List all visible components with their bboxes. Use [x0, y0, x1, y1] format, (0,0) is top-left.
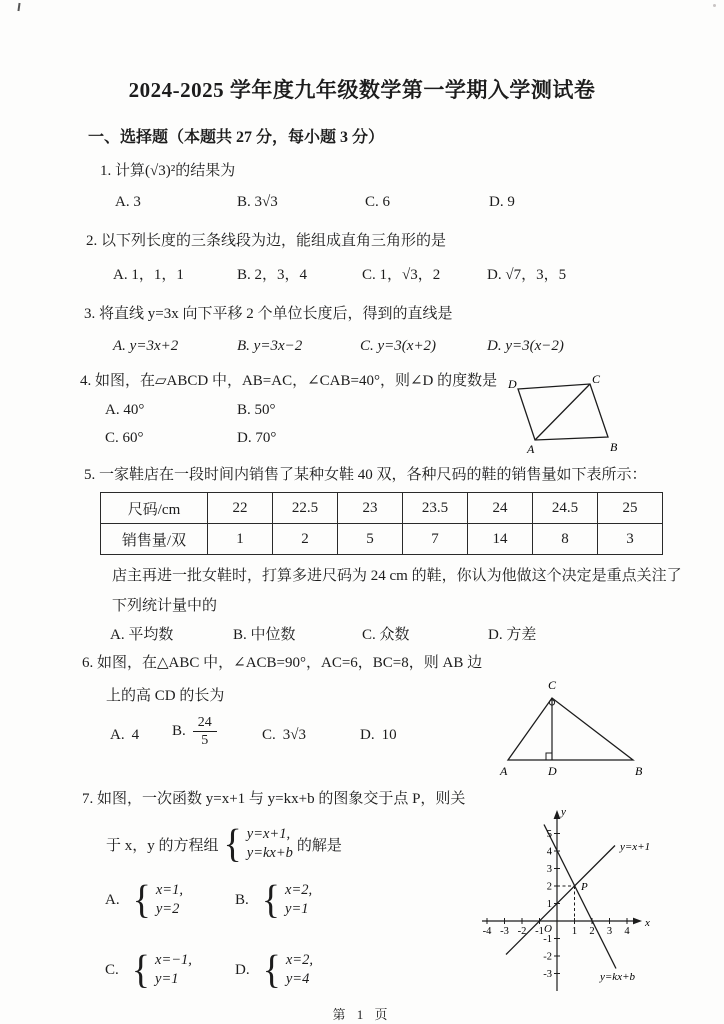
question-7-stem-line2 — [106, 818, 342, 870]
right-angle-mark — [546, 753, 552, 760]
question-1-option-c: C. 6 — [365, 194, 391, 210]
fraction-denominator: 5 — [201, 732, 209, 748]
origin-label: O — [544, 923, 552, 935]
sales-table — [100, 492, 663, 555]
table-row — [101, 524, 663, 555]
question-4-option-a: A. 40° — [105, 402, 145, 418]
q6-triangle-figure — [490, 675, 660, 780]
question-2-option-c: C. 1，√3，2 — [362, 267, 441, 283]
equation-line2: y=1 — [155, 971, 179, 987]
option-label: C. — [105, 961, 119, 978]
option-label: D. — [235, 961, 250, 978]
x-axis-arrow — [633, 918, 642, 925]
left-brace: { — [223, 821, 242, 867]
equation-line2: y=kx+b — [246, 845, 293, 861]
page-number: 第 1 页 — [332, 1007, 392, 1022]
question-5-stem: 5. 一家鞋店在一段时间内销售了某种女鞋 40 双，各种尺码的鞋的销售量如下表所示： — [84, 467, 647, 483]
equation-line1: x=1, — [155, 882, 183, 898]
option-label: B. — [172, 722, 186, 739]
option-label: B. — [235, 891, 249, 908]
fraction-numerator: 24 — [193, 715, 217, 732]
option-label: D. — [360, 726, 375, 743]
question-4-stem: 4. 如图，在▱ABCD 中，AB=AC，∠CAB=40°，则∠D 的度数是 — [80, 373, 498, 389]
parallelogram-diagonal-ac — [535, 384, 590, 440]
question-7-stem-line1: 7. 如图，一次函数 y=x+1 与 y=kx+b 的图象交于点 P，则关 — [82, 791, 466, 807]
question-1-option-d: D. 9 — [489, 194, 515, 210]
y-tick-label: 4 — [546, 846, 552, 858]
y-tick-label: -1 — [543, 934, 552, 945]
vertex-label-d: D — [548, 764, 557, 778]
question-7-option-d — [235, 946, 313, 994]
question-7-option-a — [105, 876, 183, 924]
y-axis-label: y — [561, 806, 566, 818]
table-cell: 23.5 — [403, 493, 468, 524]
question-2-stem: 2. 以下列长度的三条线段为边，能组成直角三角形的是 — [86, 233, 447, 249]
question-5-note-line1: 店主再进一批女鞋时，打算多进尺码为 24 cm 的鞋，你认为他做这个决定是重点关注了 — [112, 568, 682, 584]
question-3-option-c: C. y=3(x+2) — [360, 338, 437, 354]
option-value: 3√3 — [282, 726, 306, 743]
table-cell: 22.5 — [273, 493, 338, 524]
vertex-label-b: B — [635, 764, 643, 778]
point-p-label: P — [581, 881, 588, 893]
line1-equation-label: y=x+1 — [620, 841, 651, 853]
y-tick-label: 3 — [546, 864, 552, 875]
question-3-option-a: A. y=3x+2 — [113, 338, 179, 354]
table-cell: 23 — [338, 493, 403, 524]
x-tick-label: 1 — [571, 926, 578, 937]
system-prefix: 于 x，y 的方程组 — [106, 837, 219, 854]
equation-line1: x=2, — [285, 952, 313, 968]
table-cell: 14 — [468, 524, 533, 555]
question-4-option-b: B. 50° — [237, 402, 276, 418]
option-system — [156, 881, 183, 919]
scan-artifact — [713, 4, 716, 7]
x-tick-label: -2 — [517, 926, 527, 937]
table-cell: 2 — [273, 524, 338, 555]
table-cell: 1 — [208, 524, 273, 555]
option-system — [155, 951, 192, 989]
x-tick-label: -3 — [500, 926, 509, 937]
page-title: 2024-2025 学年度九年级数学第一学期入学测试卷 — [128, 78, 596, 102]
question-3-stem: 3. 将直线 y=3x 向下平移 2 个单位长度后，得到的直线是 — [84, 306, 453, 322]
table-cell: 8 — [533, 524, 598, 555]
table-cell: 22 — [208, 493, 273, 524]
question-1-stem: 1. 计算(√3)²的结果为 — [100, 163, 236, 179]
table-cell: 25 — [598, 493, 663, 524]
question-2-option-d: D. √7，3，5 — [487, 267, 567, 283]
table-cell: 3 — [598, 524, 663, 555]
question-3-option-b: B. y=3x−2 — [237, 338, 303, 354]
line-y-equals-kx-plus-b — [544, 825, 616, 969]
option-label: C. — [262, 726, 276, 743]
option-system — [285, 881, 312, 919]
left-brace: { — [132, 877, 151, 923]
section-heading: 一、选择题（本题共 27 分，每小题 3 分） — [88, 129, 385, 146]
question-4-option-c: C. 60° — [105, 430, 144, 446]
question-6-option-c — [262, 712, 306, 758]
equation-system — [247, 825, 293, 863]
question-5-option-c: C. 众数 — [362, 627, 410, 643]
x-tick-label: 3 — [606, 926, 613, 937]
option-system — [286, 951, 313, 989]
question-6-option-d — [360, 712, 397, 758]
table-header-cell: 销售量/双 — [101, 524, 208, 555]
question-5-option-d: D. 方差 — [488, 627, 537, 643]
table-cell: 5 — [338, 524, 403, 555]
q7-graph — [462, 795, 702, 1007]
table-header-cell: 尺码/cm — [101, 493, 208, 524]
scan-artifact — [17, 3, 20, 11]
equation-line1: x=2, — [285, 882, 313, 898]
equation-line1: x=−1, — [155, 952, 192, 968]
vertex-label-c: C — [548, 678, 557, 692]
y-tick-label: 2 — [546, 881, 552, 893]
question-7-option-b — [235, 876, 312, 924]
fraction-24-over-5 — [193, 715, 217, 748]
table-row — [101, 493, 663, 524]
triangle-outline — [508, 698, 633, 760]
line-y-equals-x-plus-1 — [506, 846, 615, 955]
equation-line2: y=2 — [155, 901, 180, 917]
vertex-label-b: B — [610, 440, 618, 454]
x-tick-label: -1 — [535, 926, 544, 937]
question-5-option-a: A. 平均数 — [110, 627, 174, 643]
option-value: 10 — [381, 726, 397, 743]
x-tick-label: 4 — [624, 926, 630, 937]
question-5-option-b: B. 中位数 — [233, 627, 296, 643]
equation-line2: y=1 — [285, 901, 309, 917]
y-axis-arrow — [554, 810, 561, 819]
table-cell: 7 — [403, 524, 468, 555]
question-5-note-line2: 下列统计量中的 — [112, 598, 218, 614]
line2-equation-label: y=kx+b — [600, 971, 635, 983]
vertex-label-c: C — [592, 372, 601, 386]
y-tick-label: 5 — [546, 829, 552, 840]
vertex-label-a: A — [527, 442, 535, 456]
question-1-option-a: A. 3 — [115, 194, 141, 210]
option-value: 4 — [131, 726, 140, 743]
equation-line2: y=4 — [285, 971, 310, 987]
vertex-label-a: A — [500, 764, 508, 778]
question-6-option-b — [172, 705, 217, 757]
question-6-option-a — [110, 712, 139, 758]
question-2-option-b: B. 2，3，4 — [237, 267, 308, 283]
table-cell: 24 — [468, 493, 533, 524]
question-6-stem-line2: 上的高 CD 的长为 — [106, 688, 225, 704]
q4-parallelogram-figure — [500, 372, 630, 457]
question-6-stem-line1: 6. 如图，在△ABC 中，∠ACB=90°，AC=6，BC=8，则 AB 边 — [82, 655, 483, 671]
left-brace: { — [262, 947, 281, 993]
equation-line1: y=x+1, — [246, 826, 291, 842]
question-2-option-a: A. 1，1，1 — [113, 267, 184, 283]
vertex-label-d: D — [508, 377, 517, 391]
system-suffix: 的解是 — [296, 837, 342, 854]
x-axis-label: x — [645, 917, 650, 929]
left-brace: { — [131, 947, 151, 993]
table-cell: 24.5 — [533, 493, 598, 524]
question-1-option-b: B. 3√3 — [237, 194, 278, 210]
y-tick-label: -3 — [543, 969, 552, 980]
x-tick-label: -4 — [482, 926, 492, 937]
x-tick-label: 2 — [589, 926, 595, 937]
option-label: A. — [110, 726, 125, 743]
y-tick-label: -2 — [543, 951, 552, 963]
question-4-option-d: D. 70° — [237, 430, 277, 446]
option-label: A. — [105, 891, 120, 908]
question-3-option-d: D. y=3(x−2) — [487, 338, 564, 354]
question-7-option-c — [105, 946, 192, 994]
left-brace: { — [261, 877, 281, 923]
y-tick-label: 1 — [546, 899, 552, 910]
